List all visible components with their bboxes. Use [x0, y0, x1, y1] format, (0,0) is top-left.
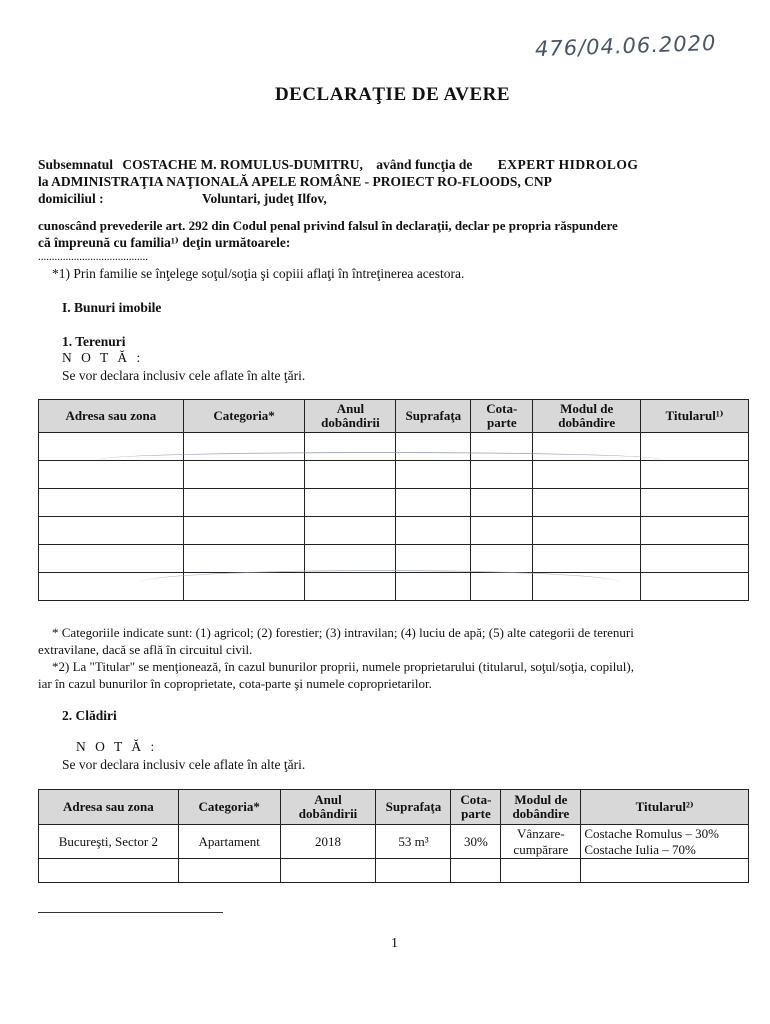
table-row — [39, 489, 749, 517]
cell-area: 53 m³ — [376, 825, 451, 859]
declarant-name: COSTACHE M. ROMULUS-DUMITRU, — [122, 157, 363, 172]
col-address: Adresa sau zona — [39, 790, 179, 825]
table-row — [39, 517, 749, 545]
col-area: Suprafaţa — [376, 790, 451, 825]
declarant-label: Subsemnatul — [38, 157, 114, 172]
function-label: având funcţia de — [376, 157, 473, 172]
handwritten-line-mark — [100, 452, 660, 467]
land-table-header — [39, 400, 749, 433]
table-row — [39, 859, 749, 883]
col-category: Categoria* — [178, 790, 280, 825]
subsection-land: 1. Terenuri — [62, 334, 126, 349]
subsection-buildings: 2. Clădiri — [62, 708, 117, 723]
col-year: Anul dobândirii — [305, 400, 396, 433]
buildings-table-header — [39, 790, 749, 825]
col-owner: Titularul¹⁾ — [641, 400, 749, 433]
category-note-line-1: * Categoriile indicate sunt: (1) agricol; (2) forestier; (3) intravilan; (4) luciu de apă; (5) alte categorii de terenuri — [52, 625, 634, 640]
owner-note-line-2: iar în cazul bunurilor în coproprietate, cota-parte şi numele coproprietarilor. — [38, 676, 432, 691]
cell-category: Apartament — [178, 825, 280, 859]
registration-stamp: 476/04.06.2020 — [534, 30, 717, 62]
col-year: Anul dobândirii — [280, 790, 376, 825]
col-share: Cota-parte — [471, 400, 533, 433]
col-share: Cota-parte — [451, 790, 501, 825]
table-row — [39, 825, 749, 859]
col-area: Suprafaţa — [396, 400, 471, 433]
page-number: 1 — [391, 936, 398, 951]
nota-text-1: Se vor declara inclusiv cele aflate în alte ţări. — [62, 368, 306, 383]
table-row — [39, 545, 749, 573]
owner-line-2: Costache Iulia – 70% — [584, 841, 696, 857]
cell-acquisition-mode: Vânzare-cumpărare — [501, 825, 581, 859]
domicile-value: Voluntari, judeţ Ilfov, — [202, 191, 327, 206]
intro-line-2: la ADMINISTRAŢIA NAŢIONALĂ APELE ROMÂNE - PROIECT RO-FLOODS, CNP — [38, 174, 552, 189]
category-note-line-2: extravilane, dacă se află în circuitul civil. — [38, 642, 253, 657]
declaration-line-1: cunoscând prevederile art. 292 din Codul penal privind falsul în declaraţii, declar pe propria răspundere — [38, 218, 618, 233]
nota-label-2: N O T Ă : — [76, 739, 158, 754]
section-immovable-assets: I. Bunuri imobile — [62, 300, 162, 315]
col-acquisition-mode: Modul de dobândire — [501, 790, 581, 825]
cell-owner — [581, 825, 749, 859]
cell-year: 2018 — [280, 825, 376, 859]
nota-text-2: Se vor declara inclusiv cele aflate în alte ţări. — [62, 757, 306, 772]
dotted-separator: ........................................ — [38, 251, 148, 263]
cell-share: 30% — [451, 825, 501, 859]
family-footnote: *1) Prin familie se înţelege soţul/soţia şi copiii aflaţi în întreţinerea acestora. — [52, 266, 465, 281]
declaration-line-2: că împreună cu familia¹⁾ deţin următoarele: — [38, 235, 291, 250]
buildings-table — [38, 789, 749, 883]
col-acquisition-mode: Modul de dobândire — [533, 400, 641, 433]
owner-note-line-1: *2) La "Titular" se menţionează, în cazul bunurilor proprii, numele proprietarului (titularul, soţul/soţia, copilul), — [52, 659, 634, 674]
owner-line-1: Costache Romulus – 30% — [584, 825, 720, 841]
col-category: Categoria* — [183, 400, 305, 433]
nota-label-1: N O T Ă : — [62, 350, 144, 365]
col-owner: Titularul²⁾ — [581, 790, 749, 825]
handwritten-line-mark — [140, 570, 620, 595]
function-value: EXPERT HIDROLOG — [497, 157, 639, 172]
domicile-label: domiciliul : — [38, 191, 104, 206]
col-address: Adresa sau zona — [39, 400, 184, 433]
intro-line-1 — [38, 156, 758, 174]
footnote-separator — [38, 912, 223, 913]
document-title: DECLARAŢIE DE AVERE — [274, 84, 511, 105]
cell-address: Bucureşti, Sector 2 — [39, 825, 179, 859]
